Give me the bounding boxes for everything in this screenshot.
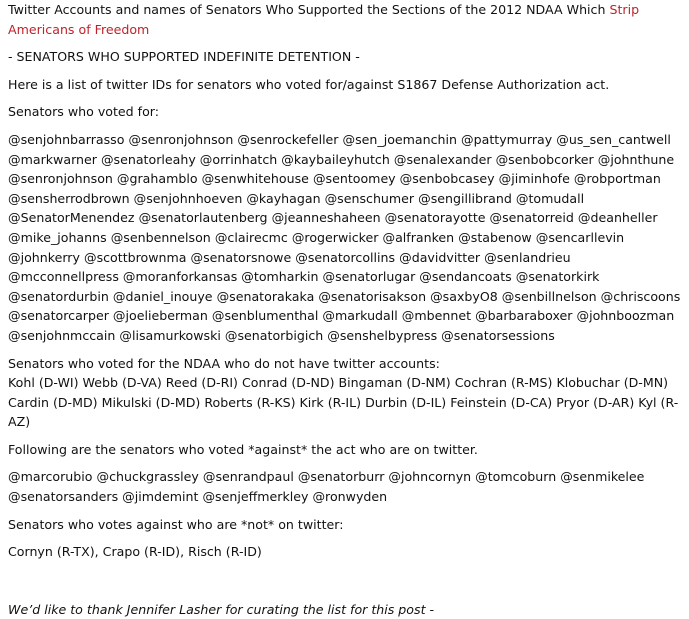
twitter-handle: @senjohnmccain (8, 327, 116, 343)
twitter-handle: @senbillnelson (501, 288, 597, 304)
twitter-handle: @alfranken (382, 229, 455, 245)
twitter-handle: @stabenow (458, 229, 532, 245)
twitter-handle: @senlandrieu (484, 249, 571, 265)
no-twitter-names: Kohl (D-WI) Webb (D-VA) Reed (D-RI) Conrad (D-ND) Bingaman (D-NM) Cochran (R-MS) Klobuchar (D-MN) Cardin (D-MD) Mikulski (D-MD) Roberts (R-KS) Kirk (R-IL) Durbin (D-IL) Feinstein (D-CA) Pryor (D-AR) Kyl (R-AZ) (8, 375, 679, 430)
twitter-handle: @jeanneshaheen (271, 210, 381, 226)
twitter-handle: @senronjohnson (8, 171, 113, 187)
twitter-handle: @mbennet (401, 308, 472, 324)
twitter-handle: @senatorisakson (318, 288, 427, 304)
twitter-handle: @lisamurkowski (119, 327, 221, 343)
twitter-handle: @senatorlautenberg (138, 210, 268, 226)
strip-americans-link[interactable]: Strip Americans of Freedom (8, 2, 640, 37)
twitter-handle: @us_sen_cantwell (556, 131, 671, 147)
twitter-handle: @senronjohnson (128, 131, 234, 147)
twitter-handle: @davidvitter (399, 249, 481, 265)
twitter-handle: @tomudall (515, 190, 585, 206)
title-text: Twitter Accounts and names of Senators Who Supported the Sections of the 2012 NDAA Which (8, 2, 610, 17)
twitter-handle: @senatorsnowe (190, 249, 292, 265)
twitter-handle: @johnkerry (8, 249, 80, 265)
against-heading: Following are the senators who voted *against* the act who are on twitter. (8, 441, 478, 457)
twitter-handle: @senatorleahy (100, 151, 196, 167)
against-handles: @marcorubio @chuckgrassley @senrandpaul @senatorburr @johncornyn @tomcoburn @senmikelee @senatorsanders @jimdemint @senjeffmerkley @ronwyden (8, 469, 645, 505)
twitter-handle: @kayhagan (246, 190, 321, 206)
section-heading: - SENATORS WHO SUPPORTED INDEFINITE DETENTION - (8, 49, 360, 65)
twitter-handle: @grahamblo (116, 171, 198, 187)
twitter-handle: @senatordurbin (8, 288, 109, 304)
twitter-handle: @johnboozman (576, 308, 675, 324)
twitter-handle: @clairecmc (214, 229, 288, 245)
twitter-handle: @moranforkansas (122, 269, 238, 285)
twitter-handle: @sensherrodbrown (8, 190, 130, 206)
twitter-handle: @senjohnbarrasso (8, 131, 125, 147)
twitter-handle: @jiminhofe (498, 171, 570, 187)
twitter-handle: @tomharkin (241, 269, 319, 285)
no-twitter-heading: Senators who voted for the NDAA who do not have twitter accounts: (8, 355, 440, 371)
twitter-handle: @sencarllevin (535, 229, 625, 245)
twitter-handle: @senschumer (324, 190, 415, 206)
twitter-handle: @senrockefeller (237, 131, 339, 147)
twitter-handle: @senwhitehouse (201, 171, 309, 187)
twitter-handle: @scottbrownma (83, 249, 187, 265)
twitter-handle: @senatorcarper (8, 308, 109, 324)
twitter-handle: @senbobcorker (495, 151, 594, 167)
twitter-handle: @johnthune (597, 151, 675, 167)
twitter-handle: @markudall (322, 308, 398, 324)
twitter-handle: @senbennelson (110, 229, 211, 245)
twitter-handle: @senjohnhoeven (133, 190, 243, 206)
twitter-handle: @kaybaileyhutch (281, 151, 390, 167)
twitter-handle: @senatorayotte (384, 210, 486, 226)
twitter-handle: @mike_johanns (8, 229, 107, 245)
twitter-handle: @senatorkirk (515, 269, 600, 285)
twitter-handle: @senatorcollins (295, 249, 396, 265)
twitter-handle: @senatorreid (489, 210, 574, 226)
against-no-twitter-heading: Senators who votes against who are *not* on twitter: (8, 516, 344, 532)
against-no-twitter-names: Cornyn (R-TX), Crapo (R-ID), Risch (R-ID) (8, 544, 262, 560)
twitter-handle: @senatorbigich (224, 327, 324, 343)
twitter-handle: @sengillibrand (418, 190, 512, 206)
twitter-handle: @orrinhatch (199, 151, 278, 167)
twitter-handle: @deanheller (577, 210, 658, 226)
twitter-handle: @joelieberman (112, 308, 208, 324)
twitter-handle: @senshelbypress (327, 327, 438, 343)
twitter-handle: @rogerwicker (291, 229, 379, 245)
twitter-handle: @sendancoats (419, 269, 512, 285)
article-title (8, 0, 681, 39)
twitter-handle: @markwarner (8, 151, 97, 167)
twitter-handle: @chriscoons (600, 288, 681, 304)
twitter-handle: @senatorsessions (441, 327, 555, 343)
twitter-handle: @mcconnellpress (8, 269, 119, 285)
twitter-handle: @sen_joemanchin (342, 131, 458, 147)
intro-text: Here is a list of twitter IDs for senators who voted for/against S1867 Defense Authorization act. (8, 76, 610, 92)
twitter-handle: @saxbyO8 (430, 288, 498, 304)
twitter-handle: @robportman (573, 171, 661, 187)
twitter-handle: @senatorlugar (322, 269, 416, 285)
twitter-handle: @barbaraboxer (475, 308, 573, 324)
voted-for-heading: Senators who voted for: (8, 104, 159, 120)
twitter-handle: @senbobcasey (399, 171, 495, 187)
twitter-handle: @sentoomey (312, 171, 396, 187)
twitter-handle: @senblumenthal (211, 308, 319, 324)
voted-for-handles (8, 130, 681, 346)
twitter-handle: @SenatorMenendez (8, 210, 135, 226)
twitter-handle: @pattymurray (461, 131, 553, 147)
twitter-handle: @daniel_inouye (112, 288, 213, 304)
footer-thanks: We’d like to thank Jennifer Lasher for curating the list for this post - (8, 601, 435, 617)
twitter-handle: @senalexander (393, 151, 492, 167)
twitter-handle: @senatorakaka (216, 288, 315, 304)
